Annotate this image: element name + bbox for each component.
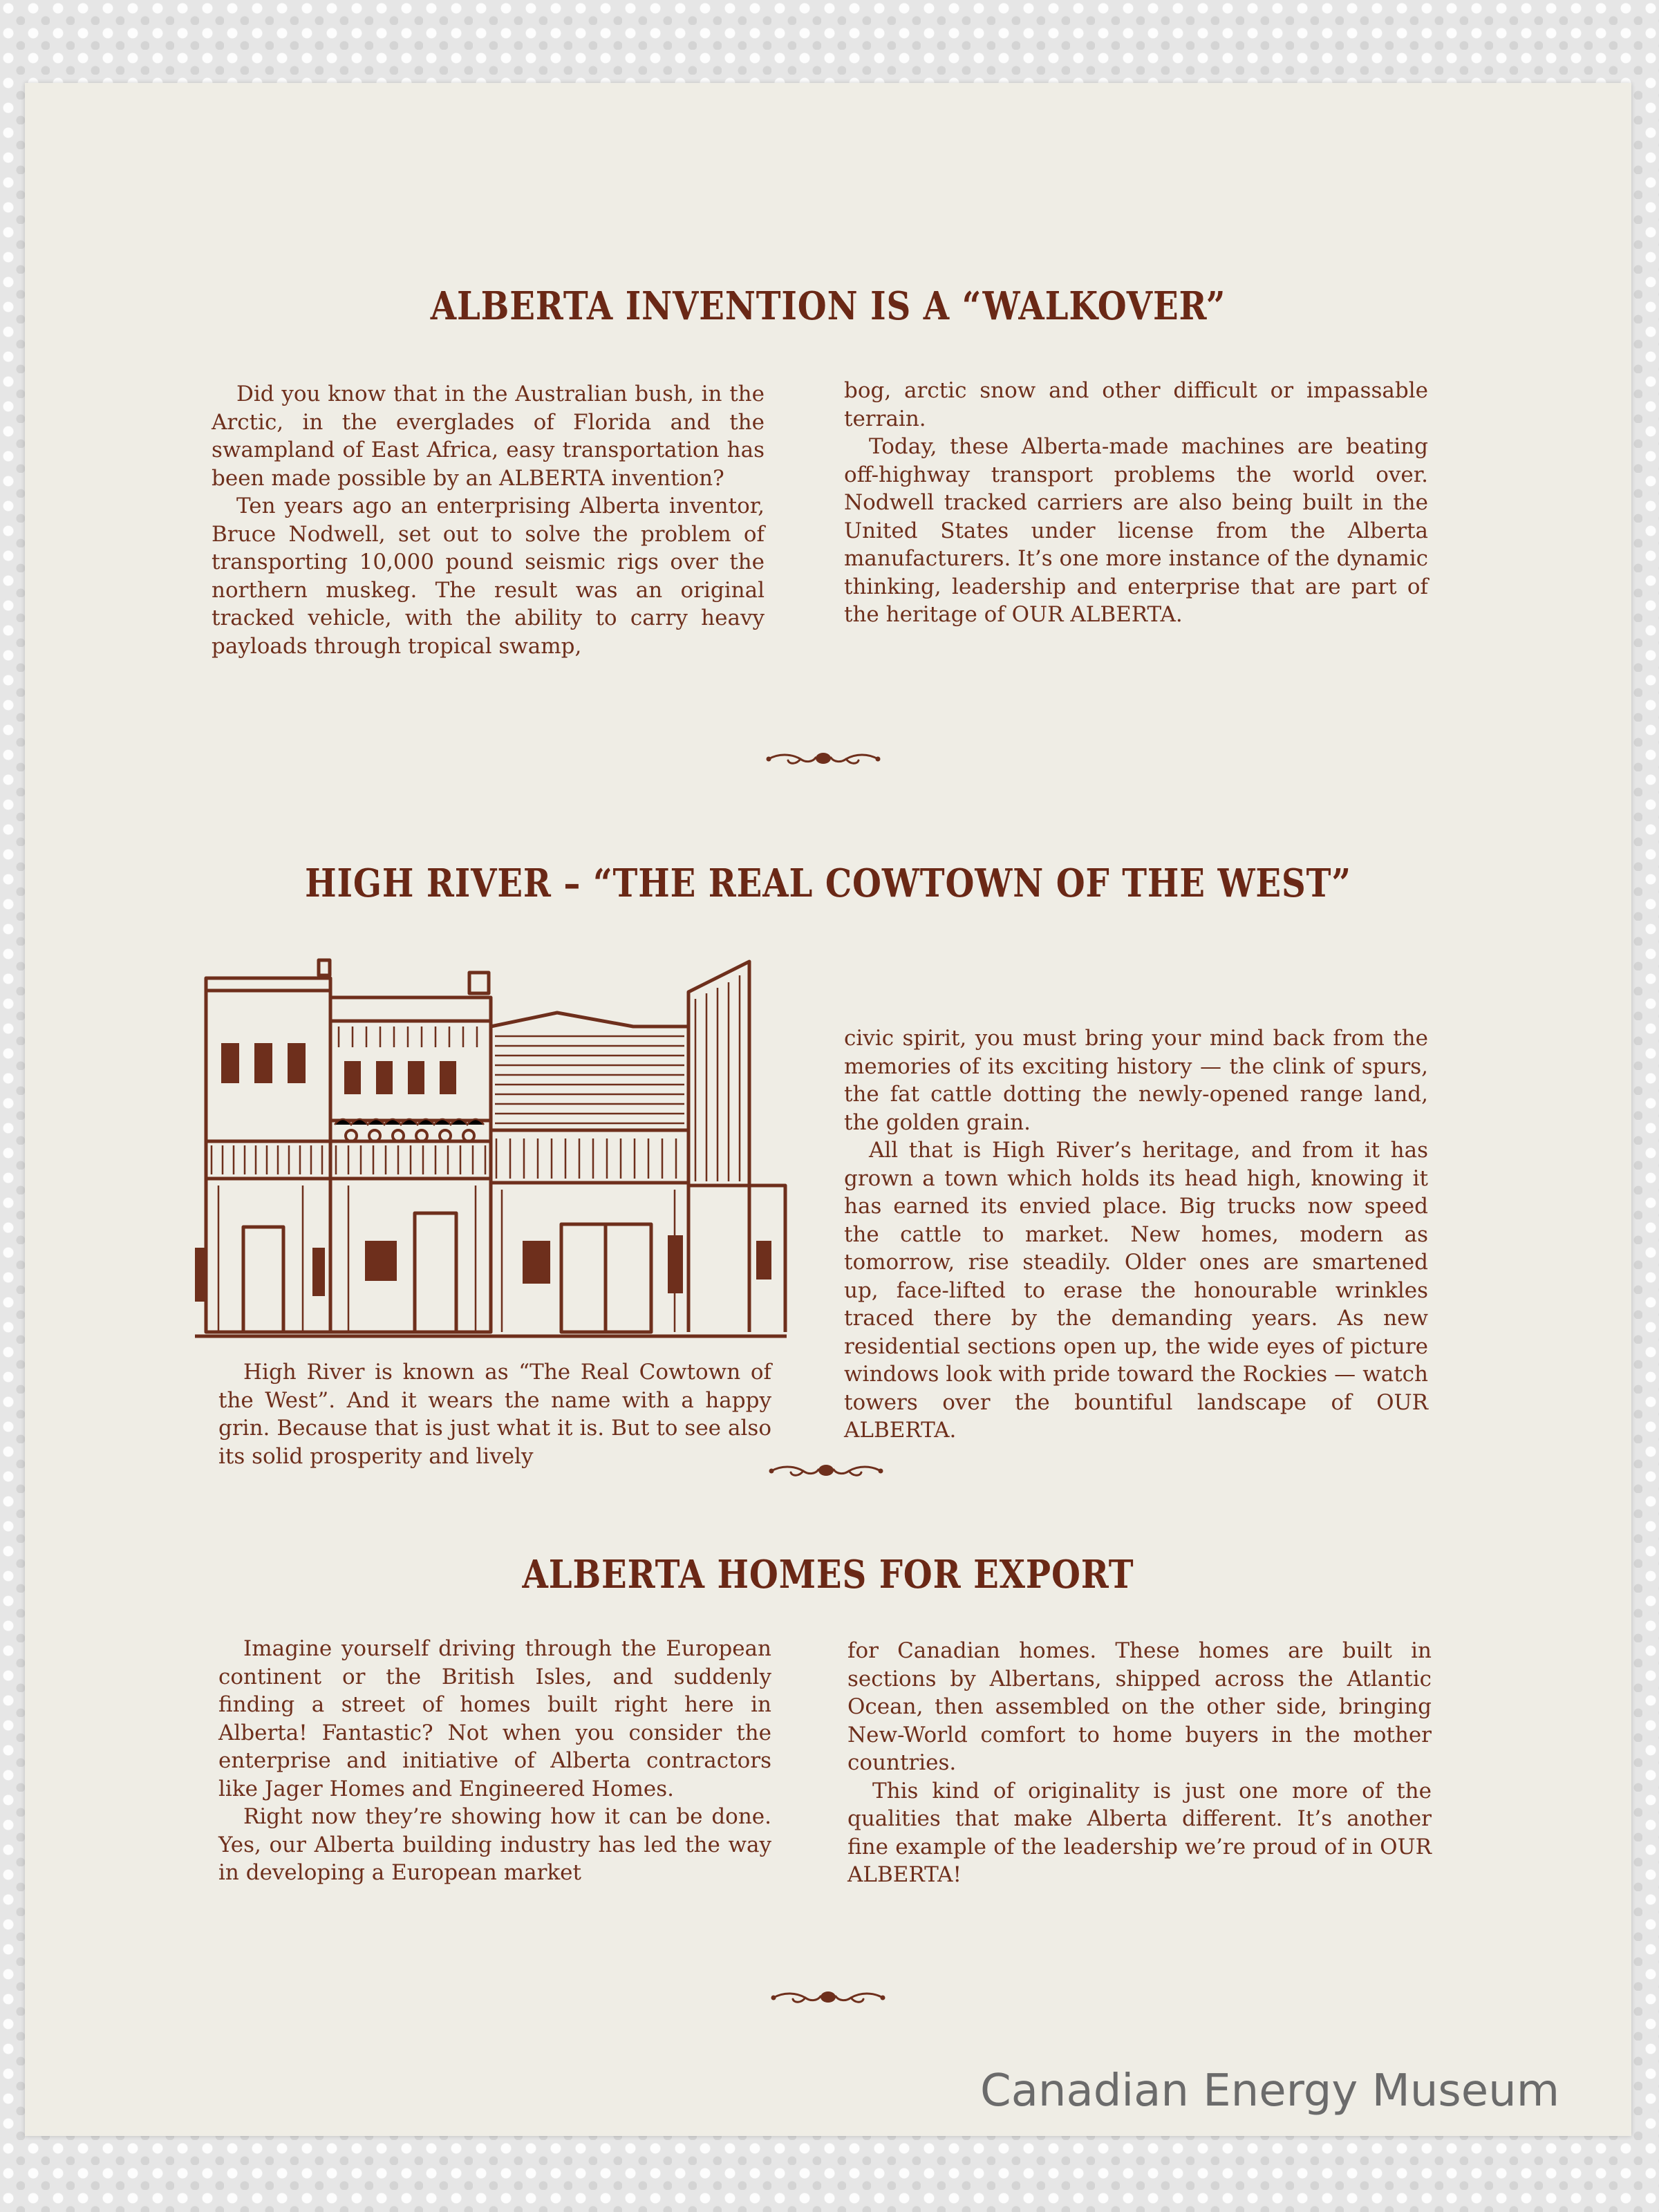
- article-3-paragraph: This kind of originality is just one more of the qualities that make Alberta different. It’s another fine example of the leadership we’re proud of in OUR ALBERTA!: [847, 1778, 1432, 1887]
- article-2-paragraph: civic spirit, you must bring your mind back from the memories of its exciting history — the clink of spurs, the fat cattle dotting the newly-opened range land, the golden grain.: [844, 1026, 1428, 1135]
- article-3-title: ALBERTA HOMES FOR EXPORT: [522, 1552, 1134, 1597]
- article-1-title: ALBERTA INVENTION IS A “WALKOVER”: [430, 283, 1226, 329]
- article-2-title: HIGH RIVER – “THE REAL COWTOWN OF THE WEST”: [305, 861, 1351, 906]
- article-3-paragraph: for Canadian homes. These homes are built in sections by Albertans, shipped across the Atlantic Ocean, then assembled on the other side, bringing New-World comfort to home buyers in the mother countries.: [847, 1638, 1432, 1775]
- flourish-divider-icon: [769, 1985, 887, 2009]
- museum-watermark: Canadian Energy Museum: [980, 2065, 1560, 2117]
- article-1-paragraph: Did you know that in the Australian bush, in the Arctic, in the everglades of Florida and the swampland of East Africa, easy transportation has been made possible by an ALBERTA invention?: [212, 382, 765, 491]
- article-3-paragraph: Right now they’re showing how it can be done. Yes, our Alberta building industry has led the way in developing a European market: [218, 1804, 771, 1885]
- printed-sheet: [25, 83, 1631, 2136]
- storefront-illustration: [191, 957, 792, 1344]
- article-1-paragraph: Ten years ago an enterprising Alberta inventor, Bruce Nodwell, set out to solve the problem of transporting 10,000 pound seismic rigs over the northern muskeg. The result was an original tracked vehicle, with the ability to carry heavy payloads through tropical swamp,: [212, 494, 765, 659]
- article-2-right-column: [844, 1024, 1428, 1445]
- flourish-divider-icon: [765, 747, 882, 770]
- flourish-divider-icon: [767, 1459, 885, 1482]
- article-2-paragraph: All that is High River’s heritage, and from it has grown a town which holds its head high, knowing it has earned its envied place. Big trucks now speed the cattle to market. New homes, modern as tomorrow, rise steadily. Older ones are smartened up, face-lifted to erase the honourable wrinkles traced there by the demanding years. As new residential sections open up, the wide eyes of picture windows look with pride toward the Rockies — watch towers over the bountiful landscape of OUR ALBERTA.: [844, 1138, 1428, 1443]
- article-1-left-column: [212, 380, 765, 660]
- article-3-left-column: [218, 1635, 771, 1887]
- article-3-paragraph: Imagine yourself driving through the European continent or the British Isles, and suddenly finding a street of homes built right here in Alberta! Fantastic? Not when you consider the enterprise and initiative of Alberta contractors like Jager Homes and Engineered Homes.: [218, 1636, 771, 1801]
- article-1-paragraph: Today, these Alberta-made machines are beating off-highway transport problems the world over. Nodwell tracked carriers are also being built in the United States under license from the Alberta manufacturers. It’s one more instance of the dynamic thinking, leadership and enterprise that are part of the heritage of OUR ALBERTA.: [844, 434, 1428, 627]
- article-1-right-column: [844, 377, 1428, 629]
- article-1-paragraph: bog, arctic snow and other difficult or impassable terrain.: [844, 378, 1428, 431]
- article-2-left-column: [218, 1358, 771, 1470]
- article-2-paragraph: High River is known as “The Real Cowtown of the West”. And it wears the name with a happy grin. Because that is just what it is. But to see also its solid prosperity and lively: [218, 1360, 771, 1469]
- article-3-right-column: [847, 1637, 1432, 1889]
